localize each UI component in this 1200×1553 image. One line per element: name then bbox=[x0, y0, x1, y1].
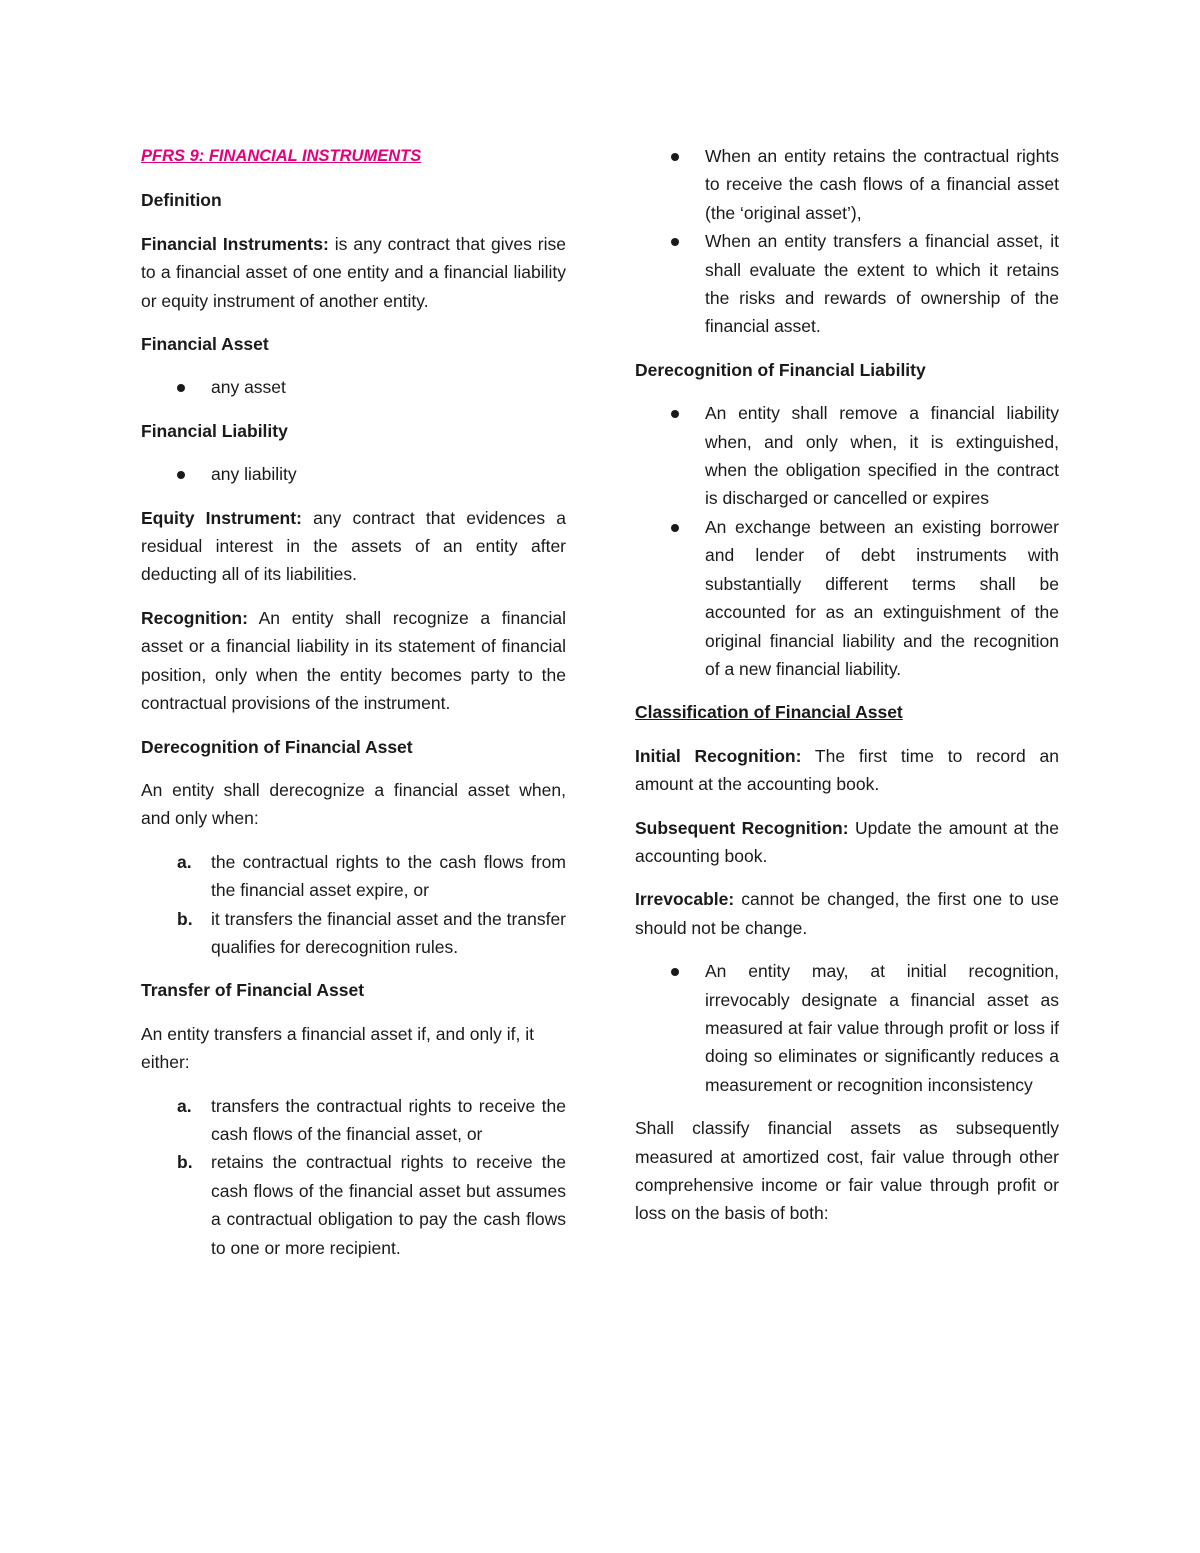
list-item-text: retains the contractual rights to receive the cash flows of the financial asset but assumes a contractual obligation to pay the cash flows to one or more recipient. bbox=[211, 1152, 566, 1258]
initial-recognition-definition bbox=[635, 742, 1059, 799]
list-item-text: An exchange between an existing borrower and lender of debt instruments with substantially different terms shall be accounted for as an extinguishment of the original financial liability and the recognition of a new financial liability. bbox=[705, 516, 1059, 679]
subsequent-recognition-definition bbox=[635, 814, 1059, 871]
list-item-text: any asset bbox=[211, 377, 286, 398]
transfer-bullets bbox=[635, 142, 1059, 341]
financial-instruments-text: is any contract that gives rise to a financial asset of one entity and a financial liability or equity instrument of another entity. bbox=[141, 233, 566, 311]
bullet-icon bbox=[671, 968, 679, 976]
list-item-text: the contractual rights to the cash flows from the financial asset expire, or bbox=[211, 851, 566, 901]
list-item-text: it transfers the financial asset and the transfer qualifies for derecognition rules. bbox=[211, 908, 566, 957]
list-item-text: An entity may, at initial recognition, irrevocably designate a financial asset as measured at fair value through profit or loss if doing so eliminates or significantly reduces a measurement or recognition inconsistency bbox=[705, 961, 1059, 1095]
document-title: PFRS 9: FINANCIAL INSTRUMENTS bbox=[141, 147, 422, 165]
list-item bbox=[141, 1148, 566, 1262]
list-item-text: When an entity retains the contractual rights to receive the cash flows of a financial asset (the ‘original asset’), bbox=[705, 146, 1059, 223]
list-item-text: transfers the contractual rights to receive the cash flows of the financial asset, or bbox=[211, 1095, 566, 1144]
list-item bbox=[141, 905, 566, 962]
initial-recognition-text: The first time to record an amount at the accounting book. bbox=[635, 745, 1059, 795]
list-item bbox=[635, 399, 1059, 513]
list-item-text: any liability bbox=[211, 464, 297, 485]
subsequent-recognition-text: Update the amount at the accounting book. bbox=[635, 817, 1059, 866]
list-marker: a. bbox=[177, 851, 192, 872]
bullet-icon bbox=[177, 384, 185, 392]
financial-instruments-term: Financial Instruments: bbox=[141, 233, 329, 254]
bullet-icon bbox=[671, 238, 679, 246]
list-item bbox=[635, 957, 1059, 1099]
initial-recognition-term: Initial Recognition: bbox=[635, 745, 802, 766]
bullet-icon bbox=[671, 524, 679, 532]
list-item-text: An entity shall remove a financial liability when, and only when, it is extinguished, when the obligation specified in the contract is discharged or cancelled or expires bbox=[705, 403, 1059, 509]
list-item bbox=[635, 513, 1059, 683]
recognition-definition bbox=[141, 604, 566, 718]
transfer-asset-intro: An entity transfers a financial asset if, and only if, it either: bbox=[141, 1023, 534, 1073]
subsequent-recognition-term: Subsequent Recognition: bbox=[635, 817, 849, 838]
list-item bbox=[141, 460, 566, 488]
financial-liability-heading: Financial Liability bbox=[141, 420, 288, 441]
equity-instrument-term: Equity Instrument: bbox=[141, 507, 302, 528]
list-marker: b. bbox=[177, 1152, 193, 1173]
equity-instrument-definition bbox=[141, 504, 566, 589]
definition-heading: Definition bbox=[141, 190, 222, 211]
irrevocable-term: Irrevocable: bbox=[635, 889, 735, 910]
bullet-icon bbox=[177, 471, 185, 479]
list-item bbox=[635, 142, 1059, 227]
recognition-text: An entity shall recognize a financial asset or a financial liability in its statement of financial position, only when the entity becomes party to the contractual provisions of the instrument. bbox=[141, 607, 566, 714]
classification-closing: Shall classify financial assets as subsequently measured at amortized cost, fair value through other comprehensive income or fair value through profit or loss on the basis of both: bbox=[635, 1118, 1059, 1224]
derecognition-asset-list bbox=[141, 848, 566, 962]
list-item bbox=[141, 373, 566, 401]
bullet-icon bbox=[671, 410, 679, 418]
derecognition-liability-heading: Derecognition of Financial Liability bbox=[635, 359, 926, 380]
derecognition-asset-heading: Derecognition of Financial Asset bbox=[141, 736, 413, 757]
list-item bbox=[635, 227, 1059, 341]
derecognition-liability-list bbox=[635, 399, 1059, 683]
list-marker: b. bbox=[177, 908, 193, 929]
irrevocable-text: cannot be changed, the first one to use should not be change. bbox=[635, 889, 1059, 938]
list-item bbox=[141, 848, 566, 905]
left-column bbox=[141, 142, 566, 1277]
financial-asset-list bbox=[141, 373, 566, 401]
financial-instruments-definition bbox=[141, 230, 566, 315]
classification-heading: Classification of Financial Asset bbox=[635, 702, 903, 723]
bullet-icon bbox=[671, 153, 679, 161]
irrevocable-definition bbox=[635, 885, 1059, 942]
right-column bbox=[635, 142, 1059, 1243]
transfer-asset-list bbox=[141, 1092, 566, 1262]
list-item-text: When an entity transfers a financial asset, it shall evaluate the extent to which it retains the risks and rewards of ownership of the financial asset. bbox=[705, 231, 1059, 337]
derecognition-asset-intro: An entity shall derecognize a financial asset when, and only when: bbox=[141, 779, 566, 829]
list-marker: a. bbox=[177, 1095, 192, 1116]
transfer-asset-heading: Transfer of Financial Asset bbox=[141, 980, 365, 1001]
financial-liability-list bbox=[141, 460, 566, 488]
recognition-term: Recognition: bbox=[141, 607, 248, 628]
equity-instrument-text: any contract that evidences a residual interest in the assets of an entity after deducting all of its liabilities. bbox=[141, 507, 566, 585]
financial-asset-heading: Financial Asset bbox=[141, 334, 269, 355]
classification-bullet-list bbox=[635, 957, 1059, 1099]
list-item bbox=[141, 1092, 566, 1149]
